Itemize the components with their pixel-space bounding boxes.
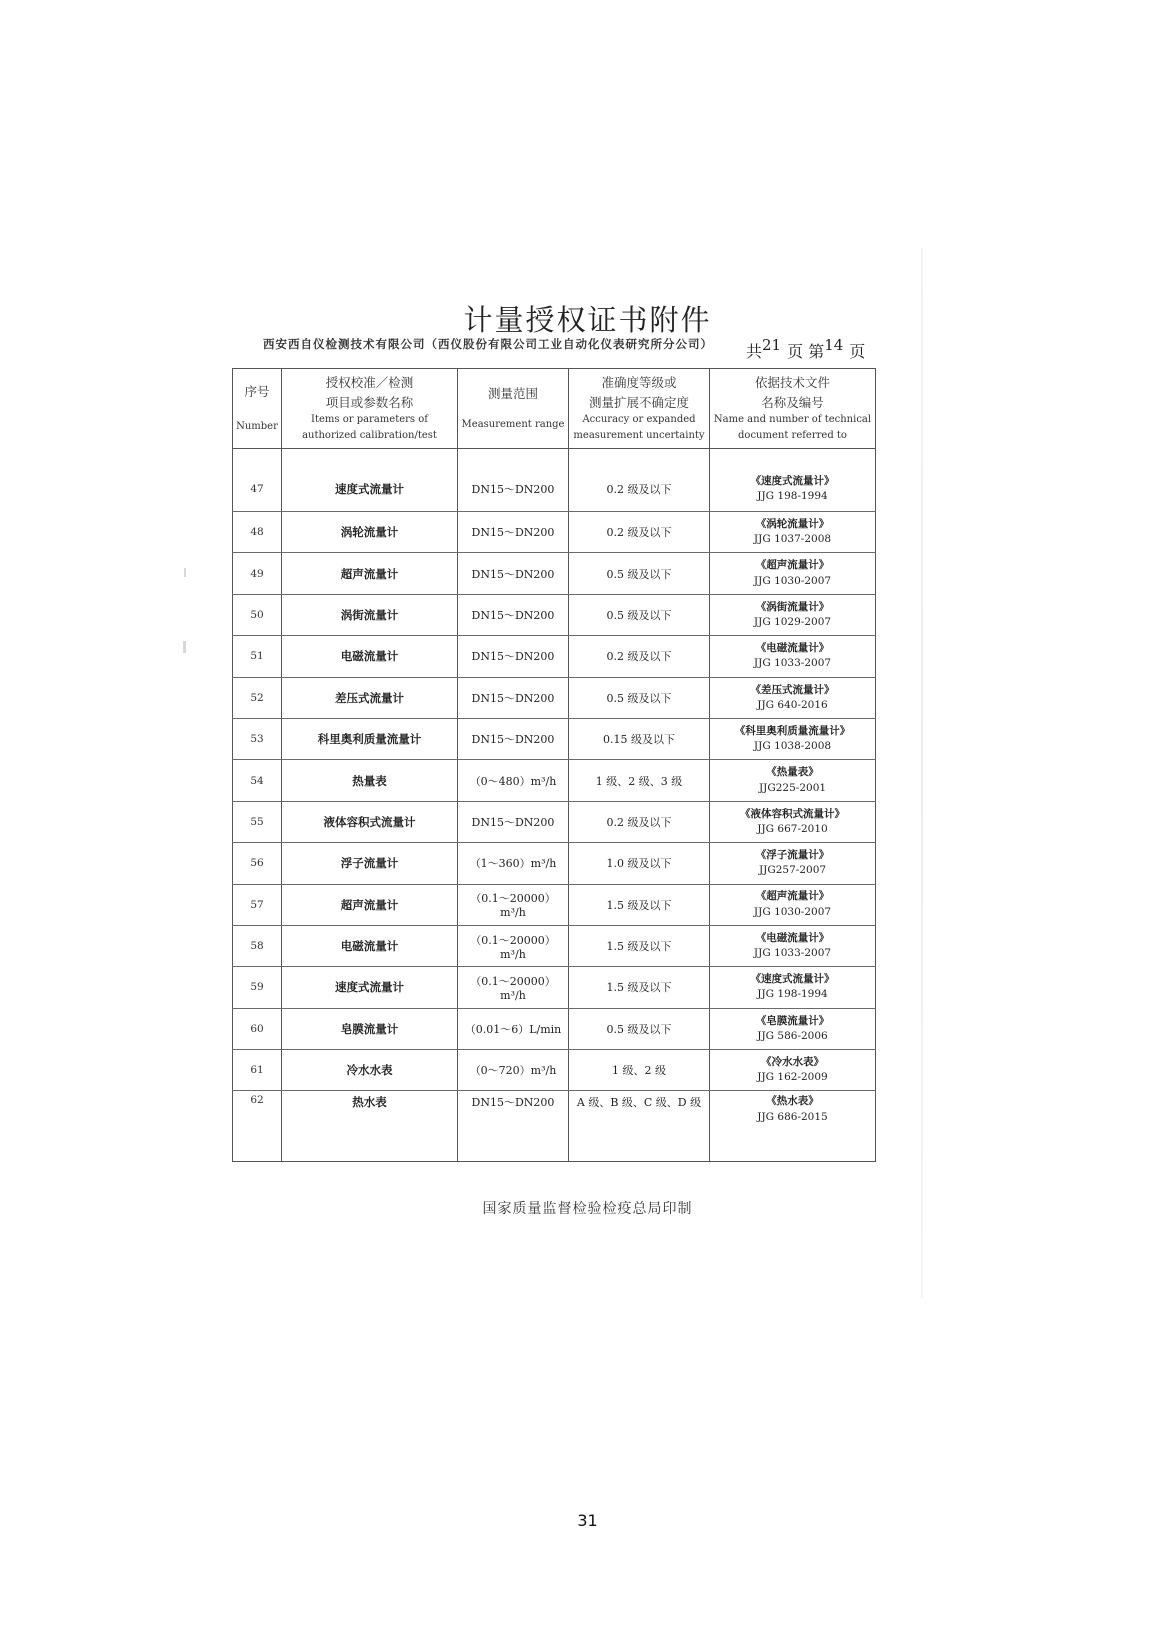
row-reference-document [710, 967, 876, 1008]
row-measurement-range: （0～480）m³/h [458, 760, 569, 801]
row-measurement-range: （0～720）m³/h [458, 1050, 569, 1091]
row-document-name: 《速度式流量计》 [750, 973, 835, 986]
row-document-name: 《皂膜流量计》 [755, 1014, 830, 1027]
row-document-name: 《超声流量计》 [755, 559, 830, 572]
row-reference-document [710, 512, 876, 553]
row-reference-document [710, 843, 876, 884]
row-item-name: 超声流量计 [282, 884, 458, 925]
document-title: 计量授权证书附件 [463, 303, 712, 337]
row-measurement-range: （0.01～6）L/min [458, 1008, 569, 1049]
row-measurement-range: DN15～DN200 [458, 553, 569, 594]
header-number [233, 369, 282, 449]
table-row [233, 1008, 876, 1049]
row-document-code: JJG 1038-2008 [753, 740, 832, 753]
row-reference-document [710, 1050, 876, 1091]
row-reference-document [710, 760, 876, 801]
row-document-name: 《热量表》 [766, 766, 819, 779]
table-spacer-row [233, 449, 876, 468]
row-document-code: JJG 586-2006 [757, 1029, 828, 1042]
row-number: 59 [233, 967, 282, 1008]
table-row [233, 594, 876, 635]
row-measurement-range: DN15～DN200 [458, 594, 569, 635]
table-row [233, 1091, 876, 1135]
table-row [233, 636, 876, 677]
row-accuracy: 1.5 级及以下 [569, 967, 710, 1008]
page-count-suffix: 页 [849, 342, 866, 361]
table-header-row [233, 369, 876, 449]
row-accuracy: 1.5 级及以下 [569, 884, 710, 925]
header-item-en2: authorized calibration/test [302, 429, 437, 441]
row-accuracy: 0.15 级及以下 [569, 718, 710, 759]
row-reference-document [710, 553, 876, 594]
table-row [233, 760, 876, 801]
row-number: 61 [233, 1050, 282, 1091]
table-row [233, 967, 876, 1008]
row-item-name: 热水表 [282, 1091, 458, 1135]
row-item-name: 液体容积式流量计 [282, 801, 458, 842]
row-number: 51 [233, 636, 282, 677]
row-item-name: 热量表 [282, 760, 458, 801]
row-document-code: JJG 1030-2007 [753, 905, 832, 918]
header-item-cn2: 项目或参数名称 [325, 394, 414, 410]
row-document-code: JJG 1029-2007 [753, 615, 832, 628]
header-accuracy-cn1: 准确度等级或 [601, 375, 677, 391]
scan-speck [183, 641, 186, 653]
row-number: 60 [233, 1008, 282, 1049]
row-number: 50 [233, 594, 282, 635]
row-number: 62 [233, 1091, 282, 1135]
row-number: 56 [233, 843, 282, 884]
row-item-name: 超声流量计 [282, 553, 458, 594]
row-reference-document [710, 718, 876, 759]
row-measurement-range: DN15～DN200 [458, 512, 569, 553]
row-item-name: 涡街流量计 [282, 594, 458, 635]
row-measurement-range: DN15～DN200 [458, 801, 569, 842]
table-row [233, 512, 876, 553]
row-item-name: 电磁流量计 [282, 925, 458, 966]
row-number: 49 [233, 553, 282, 594]
table-row [233, 801, 876, 842]
row-item-name: 涡轮流量计 [282, 512, 458, 553]
row-document-code: JJG257-2007 [758, 864, 827, 877]
row-number: 48 [233, 512, 282, 553]
row-number: 58 [233, 925, 282, 966]
table-row [233, 1050, 876, 1091]
row-document-name: 《液体容积式流量计》 [740, 807, 845, 820]
row-measurement-range: （0.1～20000）m³/h [458, 884, 569, 925]
row-document-name: 《热水表》 [766, 1095, 819, 1108]
row-number: 55 [233, 801, 282, 842]
table-tail-row [233, 1135, 876, 1162]
table-row [233, 553, 876, 594]
row-accuracy: 1 级、2 级、3 级 [569, 760, 710, 801]
row-reference-document [710, 884, 876, 925]
table-row [233, 718, 876, 759]
row-document-code: JJG 1033-2007 [753, 657, 832, 670]
row-accuracy: 0.2 级及以下 [569, 801, 710, 842]
header-document-cn1: 依据技术文件 [754, 375, 830, 391]
row-reference-document [710, 467, 876, 512]
row-measurement-range: DN15～DN200 [458, 677, 569, 718]
scan-speck [184, 568, 186, 577]
table-body [233, 449, 876, 1162]
row-item-name: 皂膜流量计 [282, 1008, 458, 1049]
header-document [710, 369, 876, 449]
row-measurement-range: DN15～DN200 [458, 636, 569, 677]
header-item-en1: Items or parameters of [311, 413, 428, 425]
row-item-name: 速度式流量计 [282, 967, 458, 1008]
row-accuracy: 1.0 级及以下 [569, 843, 710, 884]
page-count-current: 14 [824, 336, 844, 354]
row-reference-document [710, 636, 876, 677]
row-document-name: 《科里奥利质量流量计》 [734, 724, 851, 737]
row-measurement-range: （0.1～20000）m³/h [458, 925, 569, 966]
header-range [458, 369, 569, 449]
row-accuracy: 0.5 级及以下 [569, 594, 710, 635]
row-accuracy: 1.5 级及以下 [569, 925, 710, 966]
row-document-code: JJG 198-1994 [757, 988, 828, 1001]
page-count [746, 336, 865, 362]
header-accuracy-en2: measurement uncertainty [573, 429, 705, 441]
row-document-name: 《电磁流量计》 [755, 931, 830, 944]
row-document-code: JJG 1030-2007 [753, 574, 832, 587]
page-count-total: 21 [762, 336, 782, 354]
header-document-cn2: 名称及编号 [761, 394, 824, 410]
row-accuracy: A 级、B 级、C 级、D 级 [569, 1091, 710, 1135]
authorization-table [232, 368, 876, 1162]
row-accuracy: 0.5 级及以下 [569, 553, 710, 594]
row-document-name: 《差压式流量计》 [750, 683, 835, 696]
footer-issuer: 国家质量监督检验检疫总局印制 [482, 1201, 693, 1217]
row-document-name: 《速度式流量计》 [750, 474, 835, 487]
row-number: 47 [233, 467, 282, 512]
page-count-prefix: 共 [746, 342, 763, 361]
row-measurement-range: （0.1～20000）m³/h [458, 967, 569, 1008]
table-row [233, 677, 876, 718]
page-count-mid: 页 第 [787, 342, 825, 361]
row-document-name: 《涡街流量计》 [755, 600, 830, 613]
row-document-code: JJG 667-2010 [757, 822, 828, 835]
row-measurement-range: DN15～DN200 [458, 467, 569, 512]
row-document-name: 《涡轮流量计》 [755, 517, 830, 530]
header-range-cn: 测量范围 [487, 385, 538, 401]
row-document-code: JJG 1033-2007 [753, 947, 832, 960]
row-reference-document [710, 677, 876, 718]
header-accuracy [569, 369, 710, 449]
row-item-name: 冷水水表 [282, 1050, 458, 1091]
row-reference-document [710, 925, 876, 966]
row-reference-document [710, 594, 876, 635]
row-accuracy: 1 级、2 级 [569, 1050, 710, 1091]
row-document-code: JJG 198-1994 [757, 490, 828, 502]
header-accuracy-cn2: 测量扩展不确定度 [588, 394, 689, 410]
row-item-name: 浮子流量计 [282, 843, 458, 884]
row-item-name: 速度式流量计 [282, 467, 458, 512]
row-document-name: 《电磁流量计》 [755, 642, 830, 655]
row-document-code: JJG 1037-2008 [753, 533, 832, 546]
row-measurement-range: DN15～DN200 [458, 1091, 569, 1135]
row-document-code: JJG 162-2009 [757, 1071, 828, 1084]
row-document-name: 《浮子流量计》 [755, 849, 830, 862]
row-number: 54 [233, 760, 282, 801]
row-number: 53 [233, 718, 282, 759]
header-number-cn: 序号 [244, 383, 270, 399]
scan-edge [921, 248, 923, 1298]
row-accuracy: 0.2 级及以下 [569, 467, 710, 512]
header-accuracy-en1: Accuracy or expanded [582, 413, 696, 425]
row-item-name: 科里奥利质量流量计 [282, 718, 458, 759]
row-document-code: JJG225-2001 [758, 781, 827, 794]
row-number: 52 [233, 677, 282, 718]
header-item-cn1: 授权校准／检测 [325, 375, 414, 391]
header-number-en: Number [236, 421, 278, 433]
header-document-en1: Name and number of technical [713, 413, 872, 425]
row-document-name: 《冷水水表》 [761, 1056, 824, 1069]
row-accuracy: 0.2 级及以下 [569, 636, 710, 677]
header-item [282, 369, 458, 449]
row-item-name: 差压式流量计 [282, 677, 458, 718]
row-measurement-range: （1～360）m³/h [458, 843, 569, 884]
row-reference-document [710, 1091, 876, 1135]
header-range-en: Measurement range [461, 419, 565, 431]
row-reference-document [710, 1008, 876, 1049]
row-document-name: 《超声流量计》 [755, 890, 830, 903]
row-item-name: 电磁流量计 [282, 636, 458, 677]
row-number: 57 [233, 884, 282, 925]
row-document-code: JJG 640-2016 [757, 698, 828, 711]
row-reference-document [710, 801, 876, 842]
table-row [233, 925, 876, 966]
page-number: 31 [577, 1511, 598, 1530]
table-row [233, 884, 876, 925]
row-accuracy: 0.5 级及以下 [569, 677, 710, 718]
company-name: 西安西自仪检测技术有限公司（西仪股份有限公司工业自动化仪表研究所分公司） [263, 337, 713, 351]
row-accuracy: 0.2 级及以下 [569, 512, 710, 553]
header-document-en2: document referred to [738, 429, 847, 441]
row-document-code: JJG 686-2015 [757, 1110, 828, 1123]
table-row [233, 467, 876, 512]
row-measurement-range: DN15～DN200 [458, 718, 569, 759]
row-accuracy: 0.5 级及以下 [569, 1008, 710, 1049]
table-row [233, 843, 876, 884]
